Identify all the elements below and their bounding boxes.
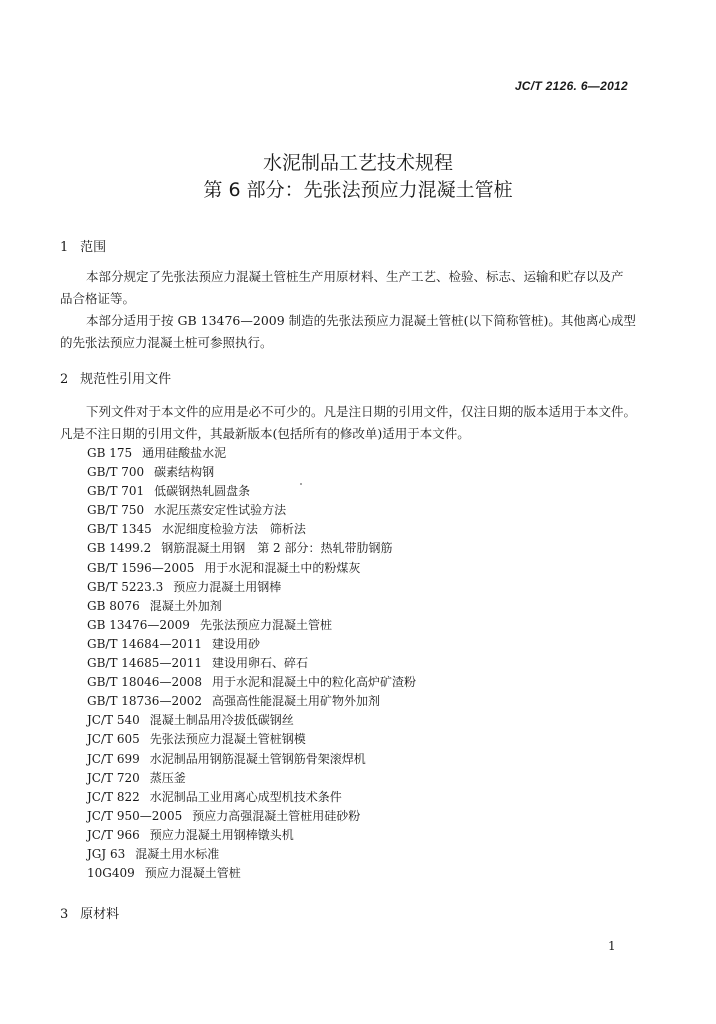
reference-code: GB/T 1345 bbox=[87, 522, 152, 537]
reference-code: GB/T 700 bbox=[87, 465, 145, 480]
paragraph-line: 本部分规定了先张法预应力混凝土管桩生产用原材料、生产工艺、检验、标志、运输和贮存以及产 bbox=[86, 269, 624, 284]
reference-code: GB/T 14685—2011 bbox=[87, 656, 202, 671]
reference-title: 用于水泥和混凝土中的粒化高炉矿渣粉 bbox=[211, 675, 416, 690]
reference-title: 先张法预应力混凝土管桩钢模 bbox=[149, 732, 306, 747]
paragraph-line: 下列文件对于本文件的应用是必不可少的。凡是注日期的引用文件，仅注日期的版本适用于本文件。 bbox=[86, 404, 637, 419]
reference-item bbox=[87, 826, 416, 845]
reference-title: 水泥细度检验方法 筛析法 bbox=[161, 522, 306, 537]
reference-code: JC/T 540 bbox=[87, 713, 140, 728]
reference-title: 建设用砂 bbox=[211, 636, 260, 651]
reference-item bbox=[87, 730, 416, 749]
reference-title: 高强高性能混凝土用矿物外加剂 bbox=[211, 694, 380, 709]
section-number: 3 bbox=[60, 907, 69, 922]
reference-item bbox=[87, 635, 416, 654]
reference-title: 蒸压釜 bbox=[149, 770, 186, 785]
reference-item bbox=[87, 673, 416, 692]
reference-code: JC/T 605 bbox=[87, 732, 140, 747]
reference-code: JC/T 950—2005 bbox=[87, 808, 183, 823]
reference-title: 预应力混凝土用钢棒镦头机 bbox=[149, 827, 294, 842]
reference-title: 水泥制品用钢筋混凝土管钢筋骨架滚焊机 bbox=[149, 751, 366, 766]
reference-list bbox=[87, 444, 416, 883]
reference-item bbox=[87, 616, 416, 635]
reference-title: 混凝土外加剂 bbox=[149, 598, 222, 613]
reference-code: GB 175 bbox=[87, 446, 133, 460]
reference-title: 预应力高强混凝土管桩用硅砂粉 bbox=[192, 808, 361, 823]
reference-title: 水泥制品工业用离心成型机技术条件 bbox=[149, 789, 342, 804]
section-title: 范围 bbox=[80, 240, 107, 255]
standard-code: JC/T 2126. 6—2012 bbox=[514, 79, 628, 93]
reference-item bbox=[87, 769, 416, 788]
section-heading-scope bbox=[60, 236, 106, 255]
reference-code: GB 13476—2009 bbox=[87, 617, 190, 632]
reference-code: JC/T 966 bbox=[87, 827, 140, 842]
reference-title: 预应力混凝土管桩 bbox=[144, 866, 241, 881]
section-number: 2 bbox=[60, 372, 69, 387]
reference-item bbox=[87, 520, 416, 539]
section-title: 规范性引用文件 bbox=[80, 372, 172, 387]
reference-item bbox=[87, 501, 416, 520]
references-intro-paragraph bbox=[60, 401, 635, 445]
section-number: 1 bbox=[60, 240, 69, 255]
scan-speck bbox=[300, 483, 302, 485]
reference-code: JC/T 822 bbox=[87, 789, 140, 804]
reference-item bbox=[87, 539, 416, 558]
reference-item bbox=[87, 750, 416, 769]
document-subtitle: 第 6 部分：先张法预应力混凝土管桩 bbox=[203, 179, 513, 201]
reference-title: 预应力混凝土用钢棒 bbox=[173, 579, 282, 594]
reference-item bbox=[87, 788, 416, 807]
reference-title: 用于水泥和混凝土中的粉煤灰 bbox=[204, 560, 361, 575]
reference-item bbox=[87, 711, 416, 730]
reference-code: GB/T 750 bbox=[87, 503, 145, 518]
reference-title: 碳素结构钢 bbox=[154, 465, 215, 480]
section-heading-raw-materials bbox=[60, 903, 119, 922]
reference-code: GB/T 701 bbox=[87, 484, 145, 499]
paragraph-line: 本部分适用于按 GB 13476—2009 制造的先张法预应力混凝土管桩(以下简称管桩)。其他离心成型 bbox=[86, 313, 636, 328]
reference-title: 通用硅酸盐水泥 bbox=[142, 446, 227, 460]
reference-title: 低碳钢热轧圆盘条 bbox=[154, 484, 251, 499]
reference-code: JGJ 63 bbox=[87, 846, 126, 861]
reference-code: JC/T 699 bbox=[87, 751, 140, 766]
reference-item bbox=[87, 444, 416, 463]
reference-title: 混凝土用水标准 bbox=[135, 846, 220, 861]
reference-code: GB/T 14684—2011 bbox=[87, 636, 202, 651]
reference-item bbox=[87, 463, 416, 482]
reference-code: GB 8076 bbox=[87, 598, 140, 613]
section-heading-normative-references bbox=[60, 368, 171, 387]
reference-item bbox=[87, 692, 416, 711]
reference-title: 钢筋混凝土用钢 第 2 部分：热轧带肋钢筋 bbox=[161, 541, 393, 556]
reference-code: 10G409 bbox=[87, 866, 135, 881]
document-title: 水泥制品工艺技术规程 bbox=[262, 152, 453, 174]
reference-item bbox=[87, 482, 416, 501]
reference-code: GB/T 18046—2008 bbox=[87, 675, 202, 690]
reference-item bbox=[87, 845, 416, 864]
reference-title: 混凝土制品用冷拔低碳钢丝 bbox=[149, 713, 294, 728]
paragraph-line: 品合格证等。 bbox=[60, 291, 136, 306]
reference-title: 先张法预应力混凝土管桩 bbox=[199, 617, 332, 632]
reference-code: GB 1499.2 bbox=[87, 541, 152, 556]
paragraph-line: 凡是不注日期的引用文件，其最新版本(包括所有的修改单)适用于本文件。 bbox=[60, 426, 470, 441]
reference-title: 建设用卵石、碎石 bbox=[211, 656, 308, 671]
scope-paragraph-2 bbox=[60, 310, 635, 354]
reference-item bbox=[87, 559, 416, 578]
page-number: 1 bbox=[608, 939, 616, 953]
scope-paragraph-1 bbox=[60, 266, 635, 310]
reference-item bbox=[87, 597, 416, 616]
reference-item bbox=[87, 578, 416, 597]
reference-code: GB/T 1596—2005 bbox=[87, 560, 195, 575]
paragraph-line: 的先张法预应力混凝土桩可参照执行。 bbox=[60, 335, 273, 350]
reference-title: 水泥压蒸安定性试验方法 bbox=[154, 503, 287, 518]
section-title: 原材料 bbox=[80, 907, 120, 922]
reference-item bbox=[87, 807, 416, 826]
reference-item bbox=[87, 654, 416, 673]
reference-code: GB/T 5223.3 bbox=[87, 579, 164, 594]
reference-code: GB/T 18736—2002 bbox=[87, 694, 202, 709]
reference-item bbox=[87, 864, 416, 883]
reference-code: JC/T 720 bbox=[87, 770, 140, 785]
